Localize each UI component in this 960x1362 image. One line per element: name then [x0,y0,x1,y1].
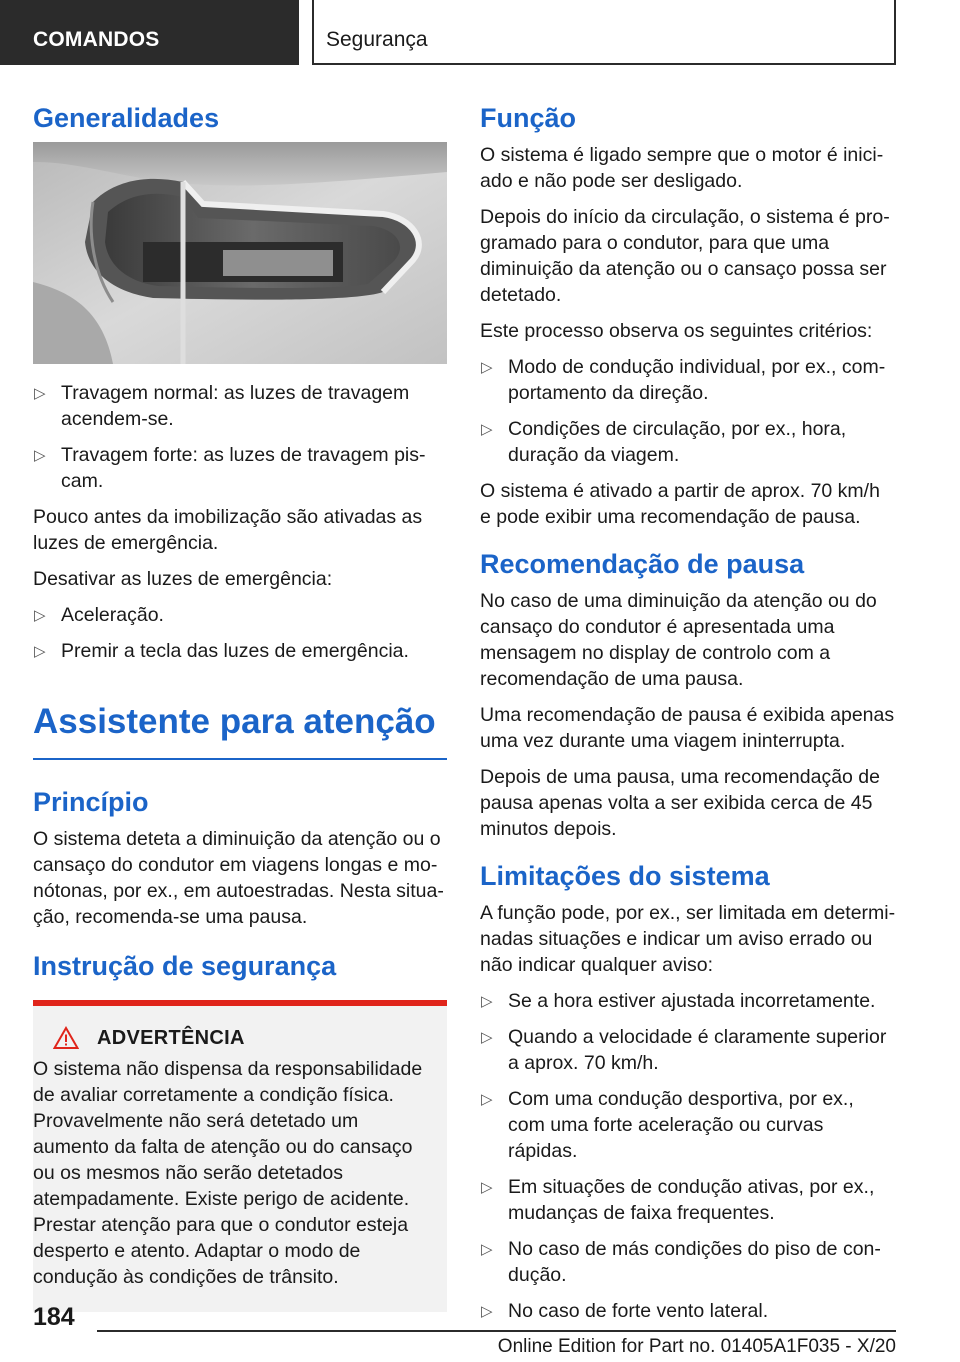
limitations-list [480,988,896,1324]
paragraph: Depois de uma pausa, uma recomendação de pausa apenas volta a ser exibida cerca de 45 minutos depois. [480,766,880,840]
generalidades-heading: Generalidades [33,103,220,133]
paragraph: No caso de uma diminuição da atenção ou do cansaço do condutor é apresentada uma mensagem no display de controlo com a recomendação de uma pausa. [480,590,877,690]
bullet-triangle-icon: ▷ [481,421,493,438]
criteria-list [480,354,896,468]
taillight-photo [33,142,447,364]
section-tab: COMANDOS [0,0,299,65]
list-item: ▷ Em situações de condução ativas, por ex., mudanças de faixa frequentes. [481,1176,875,1224]
paragraph: O sistema é ligado sempre que o motor é iniciado e não pode ser desligado. [480,144,884,192]
topic-tab: Segurança [312,0,896,65]
list-item: ▷ Travagem forte: as luzes de travagem piscam. [34,444,426,492]
warning-header [33,1026,433,1050]
left-column [33,100,447,1312]
heading-rule [33,758,447,760]
brake-light-list [33,380,447,494]
bullet-triangle-icon: ▷ [481,993,493,1010]
warning-triangle-icon [53,1026,79,1050]
bullet-triangle-icon: ▷ [34,385,46,402]
list-item: ▷ Com uma condução desportiva, por ex., com uma forte aceleração ou curvas rápidas. [481,1088,854,1162]
limitacoes-heading: Limitações do sistema [480,861,770,891]
list-item: ▷ Travagem normal: as luzes de travagem acendem-se. [34,382,410,430]
instrucao-heading: Instrução de segurança [33,951,337,981]
list-item: ▷ Quando a velocidade é claramente superior a aprox. 70 km/h. [481,1026,887,1074]
paragraph: O sistema deteta a diminuição da atenção ou o cansaço do condutor em viagens longas e monótonas, por ex., em autoestradas. Nesta situação, recomenda-se uma pausa. [33,828,444,928]
list-item: ▷ Condições de circulação, por ex., hora, duração da viagem. [481,418,847,466]
funcao-heading: Função [480,103,577,133]
paragraph: Este processo observa os seguintes critérios: [480,320,873,342]
footer-edition: Online Edition for Part no. 01405A1F035 - X/20 [497,1336,896,1357]
bullet-triangle-icon: ▷ [481,1029,493,1046]
assistente-heading: Assistente para atenção [33,702,436,741]
list-item: ▷ Modo de condução individual, por ex., comportamento da direção. [481,356,886,404]
right-column [480,100,896,1334]
bullet-triangle-icon: ▷ [481,1179,493,1196]
page-number: 184 [33,1303,75,1331]
list-item: ▷ No caso de forte vento lateral. [480,1298,896,1324]
recomendacao-heading: Recomendação de pausa [480,549,805,579]
warning-box [33,1000,447,1312]
paragraph: Pouco antes da imobilização são ativadas as luzes de emergência. [33,506,423,554]
deactivate-list [33,602,447,664]
paragraph: Desativar as luzes de emergência: [33,568,333,590]
list-item: ▷ Se a hora estiver ajustada incorretamente. [480,988,896,1014]
paragraph: O sistema é ativado a partir de aprox. 70 km/h e pode exibir uma recomendação de pausa. [480,480,880,528]
bullet-triangle-icon: ▷ [481,1303,493,1320]
footer-rule [97,1330,896,1332]
warning-title: ADVERTÊNCIA [97,1026,245,1049]
bullet-triangle-icon: ▷ [34,607,46,624]
list-item: ▷ Aceleração. [33,602,447,628]
bullet-triangle-icon: ▷ [34,643,46,660]
list-item: ▷ Premir a tecla das luzes de emergência. [33,638,447,664]
paragraph: A função pode, por ex., ser limitada em determinadas situações e indicar um aviso errado ou não indicar qualquer aviso: [480,902,896,976]
paragraph: Uma recomendação de pausa é exibida apenas uma vez durante uma viagem ininterrupta. [480,704,895,752]
principio-heading: Princípio [33,787,149,817]
warning-text: O sistema não dispensa da responsabilidade de avaliar corretamente a condição física. Provavelmente não será detetado um aumento da falta de atenção ou do cansaço ou os mesmos não serão detetados atempadamente. Existe perigo de acidente. Prestar atenção para que o condutor esteja desperto e atento. Adaptar o modo de condução às condições de trânsito. [33,1058,423,1288]
list-item: ▷ No caso de más condições do piso de condução. [481,1238,881,1286]
paragraph: Depois do início da circulação, o sistema é programado para o condutor, para que uma diminuição da atenção ou o cansaço possa ser detetado. [480,206,890,306]
bullet-triangle-icon: ▷ [34,447,46,464]
bullet-triangle-icon: ▷ [481,1091,493,1108]
bullet-triangle-icon: ▷ [481,1241,493,1258]
bullet-triangle-icon: ▷ [481,359,493,376]
